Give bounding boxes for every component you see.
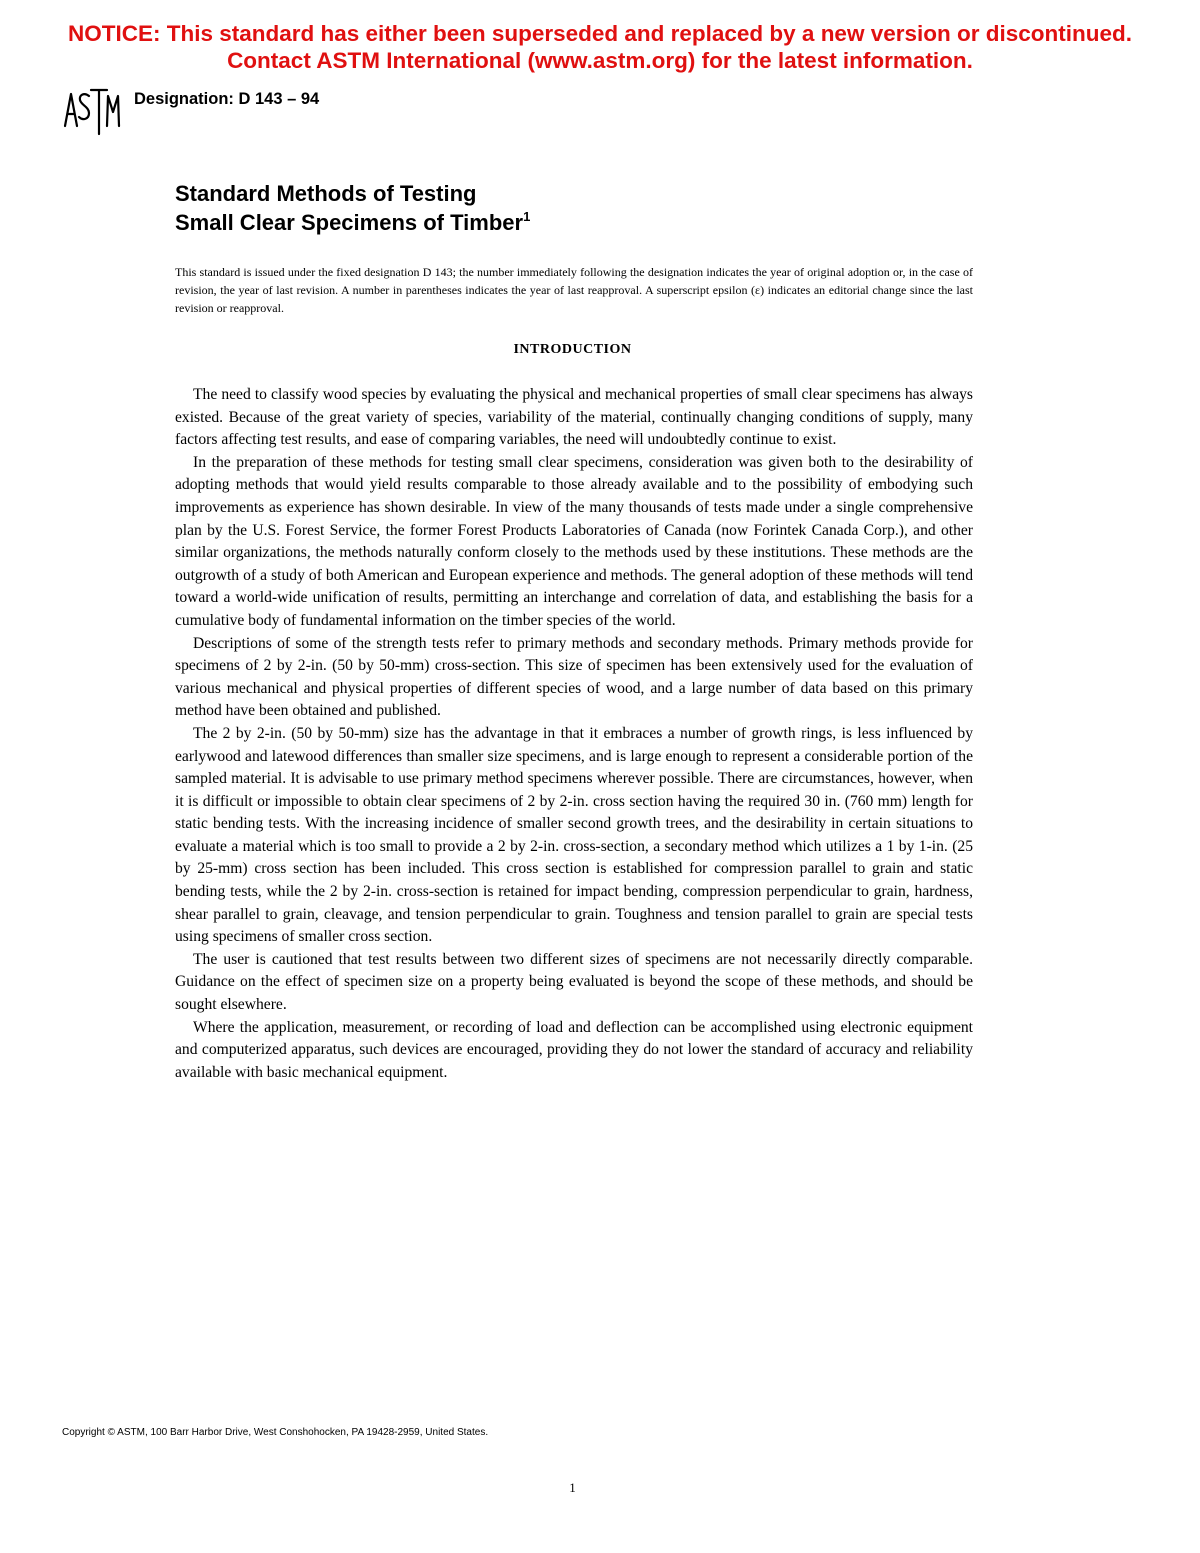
notice-line-2: Contact ASTM International (www.astm.org) for the latest information. [227, 48, 973, 73]
superseded-notice [0, 20, 1200, 74]
title-line-1: Standard Methods of Testing [175, 181, 477, 206]
title-line-2-text: Small Clear Specimens of Timber [175, 210, 524, 235]
intro-paragraph: The user is cautioned that test results between two different sizes of specimens are not necessarily directly comparable. Guidance on the effect of specimen size on a property being evaluated is beyond the scope of these methods, and should be sought elsewhere. [175, 950, 973, 1014]
copyright-notice: Copyright © ASTM, 100 Barr Harbor Drive, West Conshohocken, PA 19428-2959, United States. [62, 1427, 489, 1438]
introduction-heading: INTRODUCTION [513, 342, 632, 357]
intro-paragraph: In the preparation of these methods for testing small clear specimens, consideration was given both to the desirability of adopting methods that would yield results comparable to those already available and to the possibility of embodying such improvements as experience has shown desirable. In view of the many thousands of tests made under a single comprehensive plan by the U.S. Forest Service, the former Forest Products Laboratories of Canada (now Forintek Canada Corp.), and other similar organizations, the methods naturally conform closely to the methods used by these institutions. These methods are the outgrowth of a study of both American and European experience and methods. The general adoption of these methods will tend toward a world-wide unification of results, permitting an interchange and correlation of data, and establishing the basis for a cumulative body of fundamental information on the timber species of the world. [175, 453, 973, 629]
notice-line-1: NOTICE: This standard has either been superseded and replaced by a new version or discontinued. [67, 21, 1132, 46]
designation: Designation: D 143 – 94 [134, 90, 320, 108]
title-line-2 [175, 208, 530, 237]
page-number: 1 [569, 1480, 576, 1495]
intro-paragraph: The 2 by 2-in. (50 by 50-mm) size has the advantage in that it embraces a number of growth rings, is less influenced by earlywood and latewood differences than smaller size specimens, and is large enough to represent a considerable portion of the sampled material. It is advisable to use primary method specimens wherever possible. There are circumstances, however, when it is difficult or impossible to obtain clear specimens of 2 by 2-in. cross section having the required 30 in. (760 mm) length for static bending tests. With the increasing incidence of smaller second growth trees, and the desirability in certain situations to evaluate a material which is too small to provide a 2 by 2-in. cross-section, a secondary method which utilizes a 1 by 1-in. (25 by 25-mm) cross section has been included. This cross section is established for compression parallel to grain and static bending tests, while the 2 by 2-in. cross-section is retained for impact bending, compression perpendicular to grain, hardness, shear parallel to grain, cleavage, and tension perpendicular to grain. Toughness and tension parallel to grain are special tests using specimens of smaller cross section. [175, 724, 973, 946]
astm-logo-icon [62, 82, 122, 140]
introduction-body [175, 384, 973, 1084]
issued-note: This standard is issued under the fixed designation D 143; the number immediately following the designation indicates the year of original adoption or, in the case of revision, the year of last revision. A number in parentheses indicates the year of last reapproval. A superscript epsilon (ε) indicates an editorial change since the last revision or reapproval. [175, 265, 973, 315]
document-title [175, 179, 530, 237]
title-footnote-mark: 1 [523, 209, 531, 224]
intro-paragraph: The need to classify wood species by evaluating the physical and mechanical properties of small clear specimens has always existed. Because of the great variety of species, variability of the material, continually changing conditions of supply, many factors affecting test results, and ease of comparing variables, the need will undoubtedly continue to exist. [175, 386, 973, 449]
intro-paragraph: Where the application, measurement, or recording of load and deflection can be accomplished using electronic equipment and computerized apparatus, such devices are encouraged, providing they do not lower the standard of accuracy and reliability available with basic mechanical equipment. [175, 1018, 973, 1081]
intro-paragraph: Descriptions of some of the strength tests refer to primary methods and secondary methods. Primary methods provide for specimens of 2 by 2-in. (50 by 50-mm) cross-section. This size of specimen has been extensively used for the evaluation of various mechanical and physical properties of different species of wood, and a large number of data based on this primary method have been obtained and published. [175, 634, 973, 720]
